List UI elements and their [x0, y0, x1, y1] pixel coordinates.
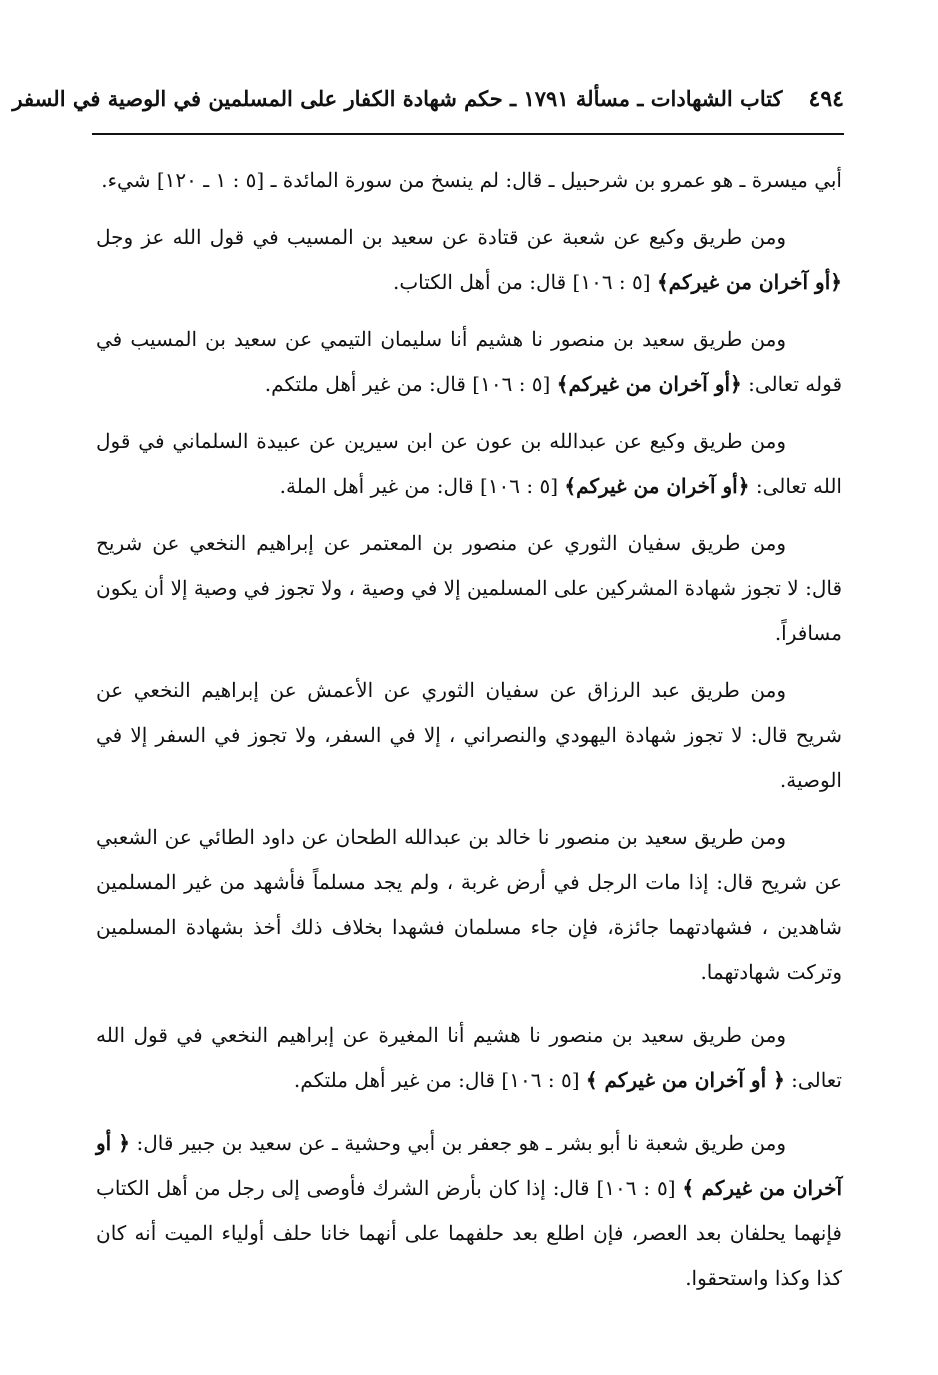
running-header	[12, 86, 844, 112]
page-body	[96, 158, 842, 1313]
paragraph-text: ومن طريق عبد الرزاق عن سفيان الثوري عن الأعمش عن إبراهيم النخعي عن شريح قال: لا تجوز شهادة اليهودي والنصراني ، إلا في السفر، ولا تجوز في السفر إلا في الوصية.	[96, 678, 842, 792]
paragraph-text: ومن طريق سعيد بن منصور نا هشيم أنا المغيرة عن إبراهيم النخعي في قول الله تعالى:	[96, 1023, 842, 1092]
paragraph-text: قال: من أهل الكتاب.	[392, 270, 567, 294]
paragraph-text: أبي ميسرة ـ هو عمرو بن شرحبيل ـ قال: لم ينسخ من سورة المائدة ـ [٥ : ١ ـ ١٢٠] شيء.	[101, 168, 842, 192]
running-title: كتاب الشهادات ـ مسألة ١٧٩١ ـ حكم شهادة الكفار على المسلمين في الوصية في السفر	[12, 86, 783, 111]
quran-verse: ﴿أو آخران من غيركم﴾	[656, 270, 842, 294]
verse-reference: [٥ : ١٠٦]	[495, 1068, 586, 1092]
paragraph-3	[96, 317, 842, 407]
paragraph-5	[96, 521, 842, 656]
paragraph-7	[96, 815, 842, 995]
verse-reference: [٥ : ١٠٦]	[473, 474, 565, 498]
verse-reference: [٥ : ١٠٦]	[465, 372, 557, 396]
quran-verse: ﴿أو آخران من غيركم﴾	[556, 372, 742, 396]
paragraph-text: ومن طريق شعبة نا أبو بشر ـ هو جعفر بن أبي وحشية ـ عن سعيد بن جبير قال:	[130, 1131, 786, 1155]
paragraph-text: ومن طريق سعيد بن منصور نا هشيم أنا سليمان التيمي عن سعيد بن المسيب في قوله تعالى:	[96, 327, 842, 396]
paragraph-4	[96, 419, 842, 509]
paragraph-text: ومن طريق سفيان الثوري عن منصور بن المعتمر عن إبراهيم النخعي عن شريح قال: لا تجوز شهادة المشركين على المسلمين إلا في وصية ، ولا تجوز في وصية إلا أن يكون مسافراً.	[96, 531, 842, 645]
paragraph-text: ومن طريق وكيع عن عبدالله بن عون عن ابن سيرين عن عبيدة السلماني في قول الله تعالى:	[96, 429, 842, 498]
paragraph-text: قال: من غير أهل الملة.	[279, 474, 474, 498]
paragraph-8	[96, 1013, 842, 1103]
paragraph-text: قال: من غير أهل ملتكم.	[293, 1068, 496, 1092]
paragraph-text: ومن طريق وكيع عن شعبة عن قتادة عن سعيد بن المسيب في قول الله عز وجل	[96, 225, 786, 249]
paragraph-text: ومن طريق سعيد بن منصور نا خالد بن عبدالله الطحان عن داود الطائي عن الشعبي عن شريح قال: إذا مات الرجل في أرض غربة ، ولم يجد مسلماً فأشهد من غير المسلمين شاهدين ، فشهادتهما جائزة، فإن جاء مسلمان فشهدا بخلاف ذلك أخذ بشهادة المسلمين وتركت شهادتهما.	[96, 825, 842, 984]
paragraph-2	[96, 215, 842, 305]
paragraph-1	[96, 158, 842, 203]
verse-reference: [٥ : ١٠٦]	[589, 1176, 683, 1200]
verse-reference: [٥ : ١٠٦]	[566, 270, 657, 294]
paragraph-text: قال: إذا كان بأرض الشرك فأوصى إلى رجل من أهل الكتاب فإنهما يحلفان بعد العصر، فإن اطلع بعد حلفهما على أنهما خانا حلف أولياء الميت أنه كان كذا وكذا واستحقوا.	[96, 1176, 842, 1290]
quran-verse: ﴿ أو آخران من غيركم ﴾	[96, 1131, 843, 1200]
header-rule	[92, 133, 844, 135]
quran-verse: ﴿أو آخران من غيركم﴾	[564, 474, 750, 498]
page-number: ٤٩٤	[808, 86, 844, 112]
paragraph-9	[96, 1121, 842, 1301]
quran-verse: ﴿ أو آخران من غيركم ﴾	[585, 1068, 785, 1092]
paragraph-text: قال: من غير أهل ملتكم.	[264, 372, 466, 396]
paragraph-6	[96, 668, 842, 803]
